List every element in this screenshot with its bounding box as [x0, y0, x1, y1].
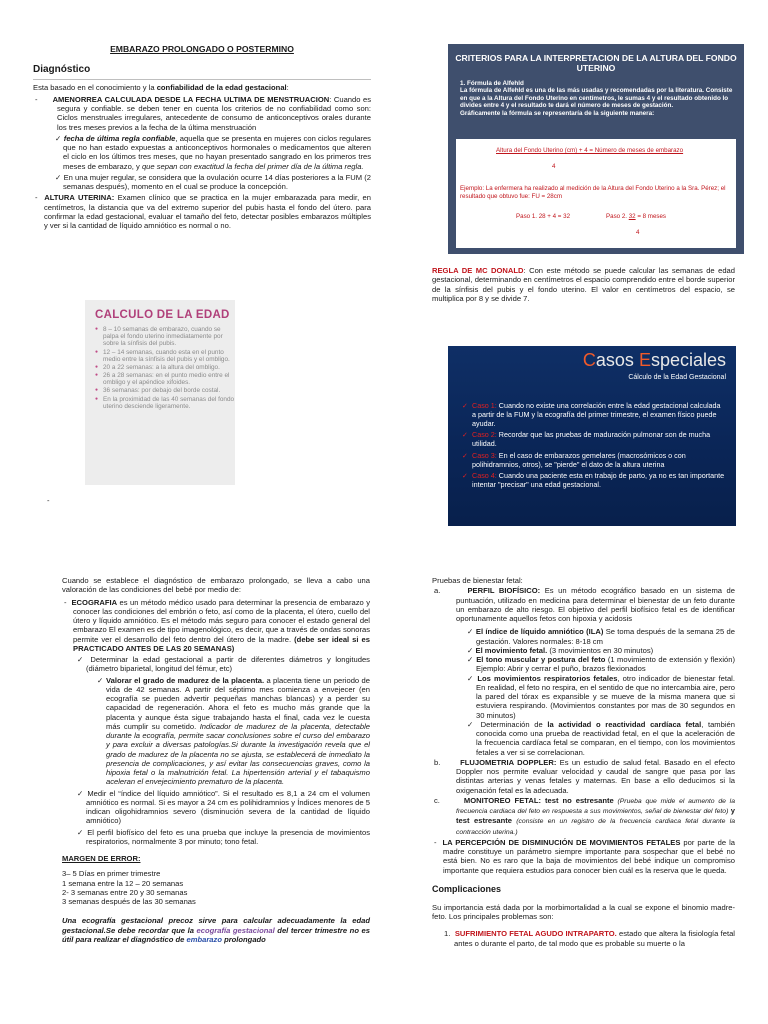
list-item: ✓ Caso 3: En el caso de embarazos gemelares (macrosómicos o con polihidramnios, otros), se "pierde" el dato de la altura uterina	[462, 452, 726, 470]
ecografia-conclusion: Una ecografía gestacional precoz sirve para calcular adecuadamente la edad gestacional.Se debe recordar que la ecografía gestacional del tercer trimestre no es útil para realizar el diagnóstico de embarazo prolongado	[62, 916, 370, 944]
margen-error-list	[62, 869, 370, 906]
check-icon: ✓	[467, 655, 474, 664]
calculo-edad-title: CALCULO DE LA EDAD	[95, 309, 230, 321]
list-item: 1 semana entre la 12 – 20 semanas	[62, 878, 184, 888]
page1-left-column	[33, 44, 371, 230]
lone-dash: -	[47, 496, 50, 505]
formula-step2: Paso 2. 32 = 8 meses	[606, 213, 667, 220]
checklist-item: ✓ Determinación de la actividad o reactividad cardíaca fetal, también conocida como una prueba de reactividad fetal, en el que la aceleración de la frecuencia cardíaca fetal se comparan, en el tiempo, con los movimientos fetales a ver si se correlacionan.	[467, 719, 735, 757]
ila-item: ✓ Medir el “índice del líquido amniótico”. Si el resultado es 8,1 a 24 cm el volumen amniótico es normal. Si es mayor a 24 cm es polihidramnios y Índices menores de 5 indican oligohidramnios severo (disminución severa de la cantidad de líquido amniótico)	[77, 788, 370, 826]
check-icon: ✓	[55, 172, 62, 182]
page2-left-column	[62, 576, 370, 947]
ecografia-item: - ECOGRAFIA es un método médico usado para determinar la presencia de embarazo y conocer las condiciones del embrión o feto, así como de la placenta, el útero, cuello del útero y líquido amniótico. Es el método más seguro para conocer el estado general del embarazo El examen es de tipo imagenológico, es decir, que a través de ondas sonoras permite ver el desarrollo del feto dentro del útero de la madre. (debe ser ideal si es PRACTICADO ANTES DE LAS 20 SEMANAS)	[64, 597, 370, 653]
check-icon: ✓	[77, 827, 85, 837]
mcdonald-label: REGLA DE MC DONALD	[432, 266, 524, 275]
checklist-item: ✓ El movimiento fetal. (3 movimientos en 30 minutos)	[467, 645, 654, 655]
complicaciones-heading: Complicaciones	[432, 883, 502, 894]
margen-error-title: MARGEN DE ERROR:	[62, 854, 141, 863]
casos-especiales-figure	[448, 346, 736, 526]
ovulacion-item: ✓ En una mujer regular, se considera que la ovulación ocurre 14 días posteriores a la FUM (2 semanas después), momento en el cual se produce la concepción.	[55, 172, 371, 192]
casos-subtitle: Cálculo de la Edad Gestacional	[628, 374, 726, 381]
formula-example: Ejemplo: La enfermera ha realizado al medición de la Altura del Fondo Uterino a la Sra. Pérez; el resultado que obtuvo fue: FU = 28cm	[460, 185, 726, 200]
criterios-title: CRITERIOS PARA LA INTERPRETACION DE LA ALTURA DEL FONDO UTERINO	[455, 53, 737, 73]
criterios-formula-panel	[456, 139, 736, 248]
diagnostico-heading: Diagnóstico	[33, 64, 91, 76]
amenorrea-item: - AMENORREA CALCULADA DESDE LA FECHA ULTIMA DE MENSTRUACION: Cuando es segura y confiable. se deben tener en cuenta los criterios de no confiabilidad como son: Ciclos menstruales irregulares, antecedente de consumo de anticonceptivos orales durante los tres meses previos a la fecha de la última menstruación	[35, 94, 371, 132]
page-title: EMBARAZO PROLONGADO O POSTERMINO	[110, 44, 294, 54]
check-icon: ✓	[77, 788, 85, 798]
list-item: ● En la proximidad de las 40 semanas del fondo uterino desciende ligeramente.	[95, 396, 235, 410]
check-icon: ✓	[55, 133, 62, 143]
list-item: ● 36 semanas: por debajo del borde costal.	[95, 387, 235, 394]
calculo-edad-list	[85, 326, 235, 410]
mcdonald-paragraph: REGLA DE MC DONALD: Con este método se puede calcular las semanas de edad gestacional, determinando en centímetros el espacio comprendido entre el borde superior de la sínfisis del pubis y el fondo uterino. El valor en centímetros del espacio, se multiplica por 8 y se divide 7.	[432, 266, 735, 303]
check-icon: ✓	[467, 719, 476, 729]
check-icon: ✓	[467, 627, 474, 637]
list-item: 3– 5 Días en primer trimestre	[62, 869, 161, 879]
pruebas-heading: Pruebas de bienestar fetal:	[432, 576, 523, 585]
altura-uterina-item: - ALTURA UTERINA: Examen clínico que se practica en la mujer embarazada para medir, en centímetros, la distancia que va del extremo superior del pubis hasta el fondo del útero. para confirmar la edad gestacional, evaluar el tamaño del feto, detectar posibles embarazos múltiples y ver si la cantidad de líquido amniótico es normal o no.	[35, 193, 371, 231]
determinar-item: ✓ Determinar la edad gestacional a partir de diferentes diámetros y longitudes (diámetro biparietal, longitud del fémur, etc)	[77, 655, 370, 674]
check-icon: ✓	[77, 655, 86, 664]
perfil-checklist	[432, 627, 735, 757]
placenta-item: ✓ Valorar el grado de madurez de la placenta. a placenta tiene un periodo de vida de 42 semanas. A partir del séptimo mes comienza a envejecer (en ecografía se pueden advertir pequeñas manchas blancas) y a perder su capacidad de regeneración. Ahora el feto es mucho más grande que la placenta y aunque ésta sigue trabajando hasta el final, cada vez le cuesta más cumplir su cometido. Indicador de madurez de la placenta, detectable durante la ecografía, permite sacar conclusiones sobre el curso del embarazo y para excluir a diversas patologías.Si durante la investigación revela que el grado de madurez de la placenta no se ajusta, se establecerá de inmediato la presencia de complicaciones, y así evitar las consecuencias graves, como la hipoxia fetal o la malnutrición fetal. La hipertensión arterial y el tabaquismo aceleran el envejecimiento prematuro de la placenta.	[97, 675, 371, 787]
check-icon: ✓	[467, 645, 474, 655]
formula-numerator: Altura del Fondo Uterino (cm) + 4 = Número de meses de embarazo	[496, 147, 684, 154]
checklist-item: ✓ Los movimientos respiratorios fetales, otro indicador de bienestar fetal. En realidad, el feto no respira, en el sentido de que no intercambia aire, pero la pared del tórax es expansible y se mueve de la misma manera que si estuviera respirando. (Movimientos constantes por mas de 30 segundos en 30 minutos)	[467, 673, 735, 720]
formula-step1: Paso 1. 28 + 4 = 32	[516, 213, 571, 220]
list-item: ● 20 a 22 semanas: a la altura del ombligo.	[95, 364, 235, 371]
casos-list	[462, 402, 726, 493]
list-item: ● 12 – 14 semanas, cuando esta en el punto medio entre la sínfisis del pubis y el ombligo.	[95, 349, 235, 363]
formula-denominator: 4	[552, 163, 556, 170]
perfil-biofisico-section: a. PERFIL BIOFÍSICO: Es un método ecográfico basado en un sistema de puntuación, utilizado en medicina para determinar el bienestar de un feto durante un embarazo de alto riesgo. El objetivo del perfil biofísico fetal es de identificar oportunamente aquellos fetos con hipoxia y acidosis	[434, 586, 735, 623]
list-item: ● 26 a 28 semanas: en el punto medio entre el ombligo y el apéndice xifoides.	[95, 372, 235, 386]
diagnostico-intro: Esta basado en el conocimiento y la confiabilidad de la edad gestacional:	[33, 82, 289, 92]
list-item: ● 8 – 10 semanas de embarazo, cuando se palpa el fondo uterino inmediatamente por sobre la sínfisis del pubis.	[95, 326, 235, 348]
fur-confiable-item: ✓ fecha de última regla confiable, aquella que se presenta en mujeres con ciclos regulares que no han estado expuestas a anticonceptivos hormonales o medicamentos que alteren el ciclo en los últimos tres meses, que no hayan presentado sangrado en los primeros tres meses de embarazo, y que sepan con exactitud la fecha del primer día de la última regla.	[55, 133, 371, 171]
flujometria-section: b. FLUJOMETRIA DOPPLER: Es un estudio de salud fetal. Basado en el efecto Doppler nos permite evaluar velocidad y caudal de sangre que pasa por las distintas arterias y venas fetales y maternas. En base a ello deducimos si la oxigenación fetal es la adecuada.	[434, 757, 735, 795]
percepcion-item: - LA PERCEPCIÓN DE DISMINUCIÓN DE MOVIMIENTOS FETALES por parte de la madre constituye un parámetro siempre importante para sospechar que el bebé no está bien. No es raro que la baja de movimientos del bebé indique un compromiso importante que requiera estudios para conocer bien cuál es la reserva que le queda.	[434, 837, 735, 875]
formula-step2-denominator: 4	[636, 229, 640, 236]
check-icon: ✓	[97, 675, 104, 685]
criterios-body: 1. Fórmula de Alfehld La fórmula de Alfehld es una de las más usadas y recomendadas por la literatura. Consiste en que a la Altura del Fondo Uterino en centímetros, le sumas 4 y el resultado obtenido lo divides entre 4 y el resultado te dará el número de meses de gestación. Gráficamente la fórmula se representaría de la siguiente manera:	[460, 79, 733, 117]
page2-right-column	[432, 576, 735, 948]
heading-rule	[33, 79, 371, 80]
list-item: ✓ Caso 2: Recordar que las pruebas de maduración pulmonar son de mucha utilidad.	[462, 431, 726, 449]
list-item: 2- 3 semanas entre 20 y 30 semanas	[62, 887, 188, 897]
calculo-edad-figure	[85, 300, 235, 485]
valoracion-intro: Cuando se establece el diagnóstico de embarazo prolongado, se lleva a cabo una valoración de las condiciones del bebé por medio de:	[62, 576, 370, 595]
check-icon: ✓	[467, 673, 475, 683]
list-item: ✓ Caso 1: Cuando no existe una correlación entre la edad gestacional calculada a partir de la FUM y la ecografía del primer trimestre, el examen físico puede ayudar.	[462, 402, 726, 428]
casos-title: Casos Especiales	[582, 350, 726, 370]
perfil-biofisico-item: ✓ El perfil biofísico del feto es una prueba que incluye la presencia de movimientos respiratorios, normalmente 3 por minuto; tono fetal.	[77, 827, 370, 846]
list-item: 3 semanas después de las 30 semanas	[62, 897, 196, 906]
monitoreo-section: c. MONITOREO FETAL: test no estresante (Prueba que mide el aumento de la frecuencia cardiaca del feto en respuesta a sus movimientos, señal de bienestar del feto) y test estresante (consiste en un registro de la frecuencia cardiaca fetal durante la contracción uterina.)	[434, 795, 735, 836]
sufrimiento-item: 1. SUFRIMIENTO FETAL AGUDO INTRAPARTO. estado que altera la fisiología fetal antes o durante el parto, de tal modo que es probable su muerte o la	[444, 929, 735, 948]
list-item: ✓ Caso 4: Cuando una paciente esta en trabajo de parto, ya no es tan importante intentar "precisar" una edad gestacional.	[462, 472, 726, 490]
checklist-item: ✓ El índice de líquido amniótico (ILA) Se toma después de la semana 25 de gestación. Valores normales: 8-18 cm	[467, 627, 735, 646]
complicaciones-intro: Su importancia está dada por la morbimortalidad a la cual se expone el binomio madre-feto. Los principales problemas son:	[432, 902, 735, 922]
checklist-item: ✓ El tono muscular y postura del feto (1 movimiento de extensión y flexión) Ejemplo: Abrir y cerrar el puño, brazos flexionados	[467, 655, 735, 674]
criterios-figure	[448, 44, 744, 254]
